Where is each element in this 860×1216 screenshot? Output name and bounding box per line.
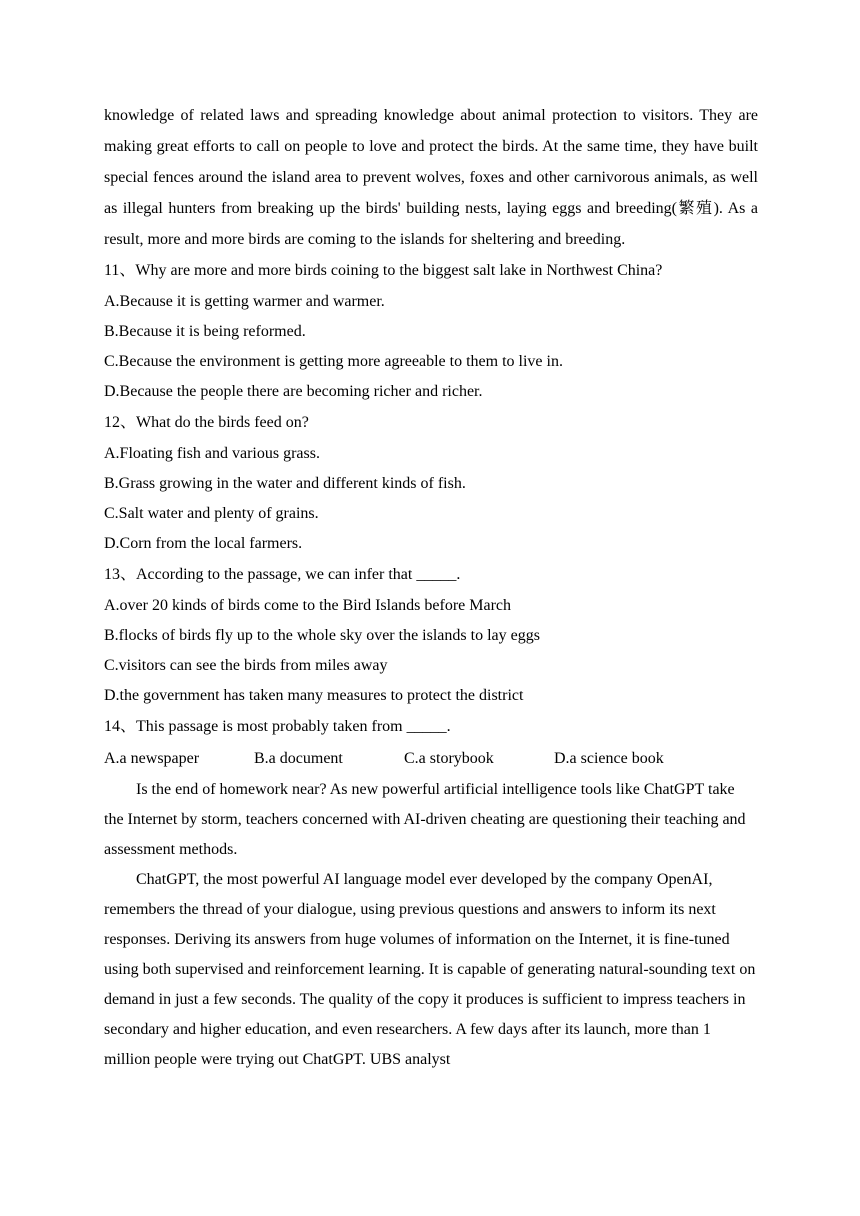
question-11 bbox=[104, 255, 758, 407]
question-option: B.Because it is being reformed. bbox=[104, 323, 306, 340]
question-option: B.flocks of birds fly up to the whole sky over the islands to lay eggs bbox=[104, 627, 540, 644]
question-stem: 13、According to the passage, we can infer that _____. bbox=[104, 566, 461, 583]
question-option: D.a science book bbox=[554, 750, 664, 767]
question-option: A.over 20 kinds of birds come to the Bird Islands before March bbox=[104, 597, 512, 614]
question-stem: 11、Why are more and more birds coining to the biggest salt lake in Northwest China? bbox=[104, 262, 663, 279]
question-13 bbox=[104, 559, 758, 711]
question-option: D.Corn from the local farmers. bbox=[104, 535, 303, 552]
question-option: C.a storybook bbox=[404, 750, 494, 767]
question-option: A.Because it is getting warmer and warmer. bbox=[104, 293, 385, 310]
question-14 bbox=[104, 711, 758, 775]
passage-intro-paragraph: knowledge of related laws and spreading knowledge about animal protection to visitors. They are making great efforts to call on people to love and protect the birds. At the same time, they have built special fences around the island area to prevent wolves, foxes and other carnivorous animals, as well as illegal hunters from breaking up the birds' building nests, laying eggs and breeding(繁殖). As a result, more and more birds are coming to the islands for sheltering and breeding. bbox=[104, 107, 758, 248]
question-option: D.Because the people there are becoming richer and richer. bbox=[104, 383, 483, 400]
question-stem: 14、This passage is most probably taken from _____. bbox=[104, 718, 451, 735]
question-12 bbox=[104, 407, 758, 559]
question-option: B.a document bbox=[254, 750, 343, 767]
question-option: B.Grass growing in the water and different kinds of fish. bbox=[104, 475, 466, 492]
question-option: C.Because the environment is getting more agreeable to them to live in. bbox=[104, 353, 563, 370]
passage-paragraph: Is the end of homework near? As new powerful artificial intelligence tools like ChatGPT take the Internet by storm, teachers concerned with AI-driven cheating are questioning their teaching and assessment methods. bbox=[104, 781, 746, 858]
question-option: A.a newspaper bbox=[104, 750, 200, 767]
question-stem: 12、What do the birds feed on? bbox=[104, 414, 309, 431]
question-option: D.the government has taken many measures to protect the district bbox=[104, 687, 524, 704]
page-content bbox=[104, 100, 758, 1075]
question-option: C.visitors can see the birds from miles away bbox=[104, 657, 388, 674]
passage-paragraph: ChatGPT, the most powerful AI language model ever developed by the company OpenAI, remembers the thread of your dialogue, using previous questions and answers to inform its next responses. Deriving its answers from huge volumes of information on the Internet, it is fine-tuned using both supervised and reinforcement learning. It is capable of generating natural-sounding text on demand in just a few seconds. The quality of the copy it produces is sufficient to impress teachers in secondary and higher education, and even researchers. A few days after its launch, more than 1 million people were trying out ChatGPT. UBS analyst bbox=[104, 871, 756, 1068]
question-options-row bbox=[104, 743, 758, 775]
question-option: A.Floating fish and various grass. bbox=[104, 445, 320, 462]
question-option: C.Salt water and plenty of grains. bbox=[104, 505, 319, 522]
